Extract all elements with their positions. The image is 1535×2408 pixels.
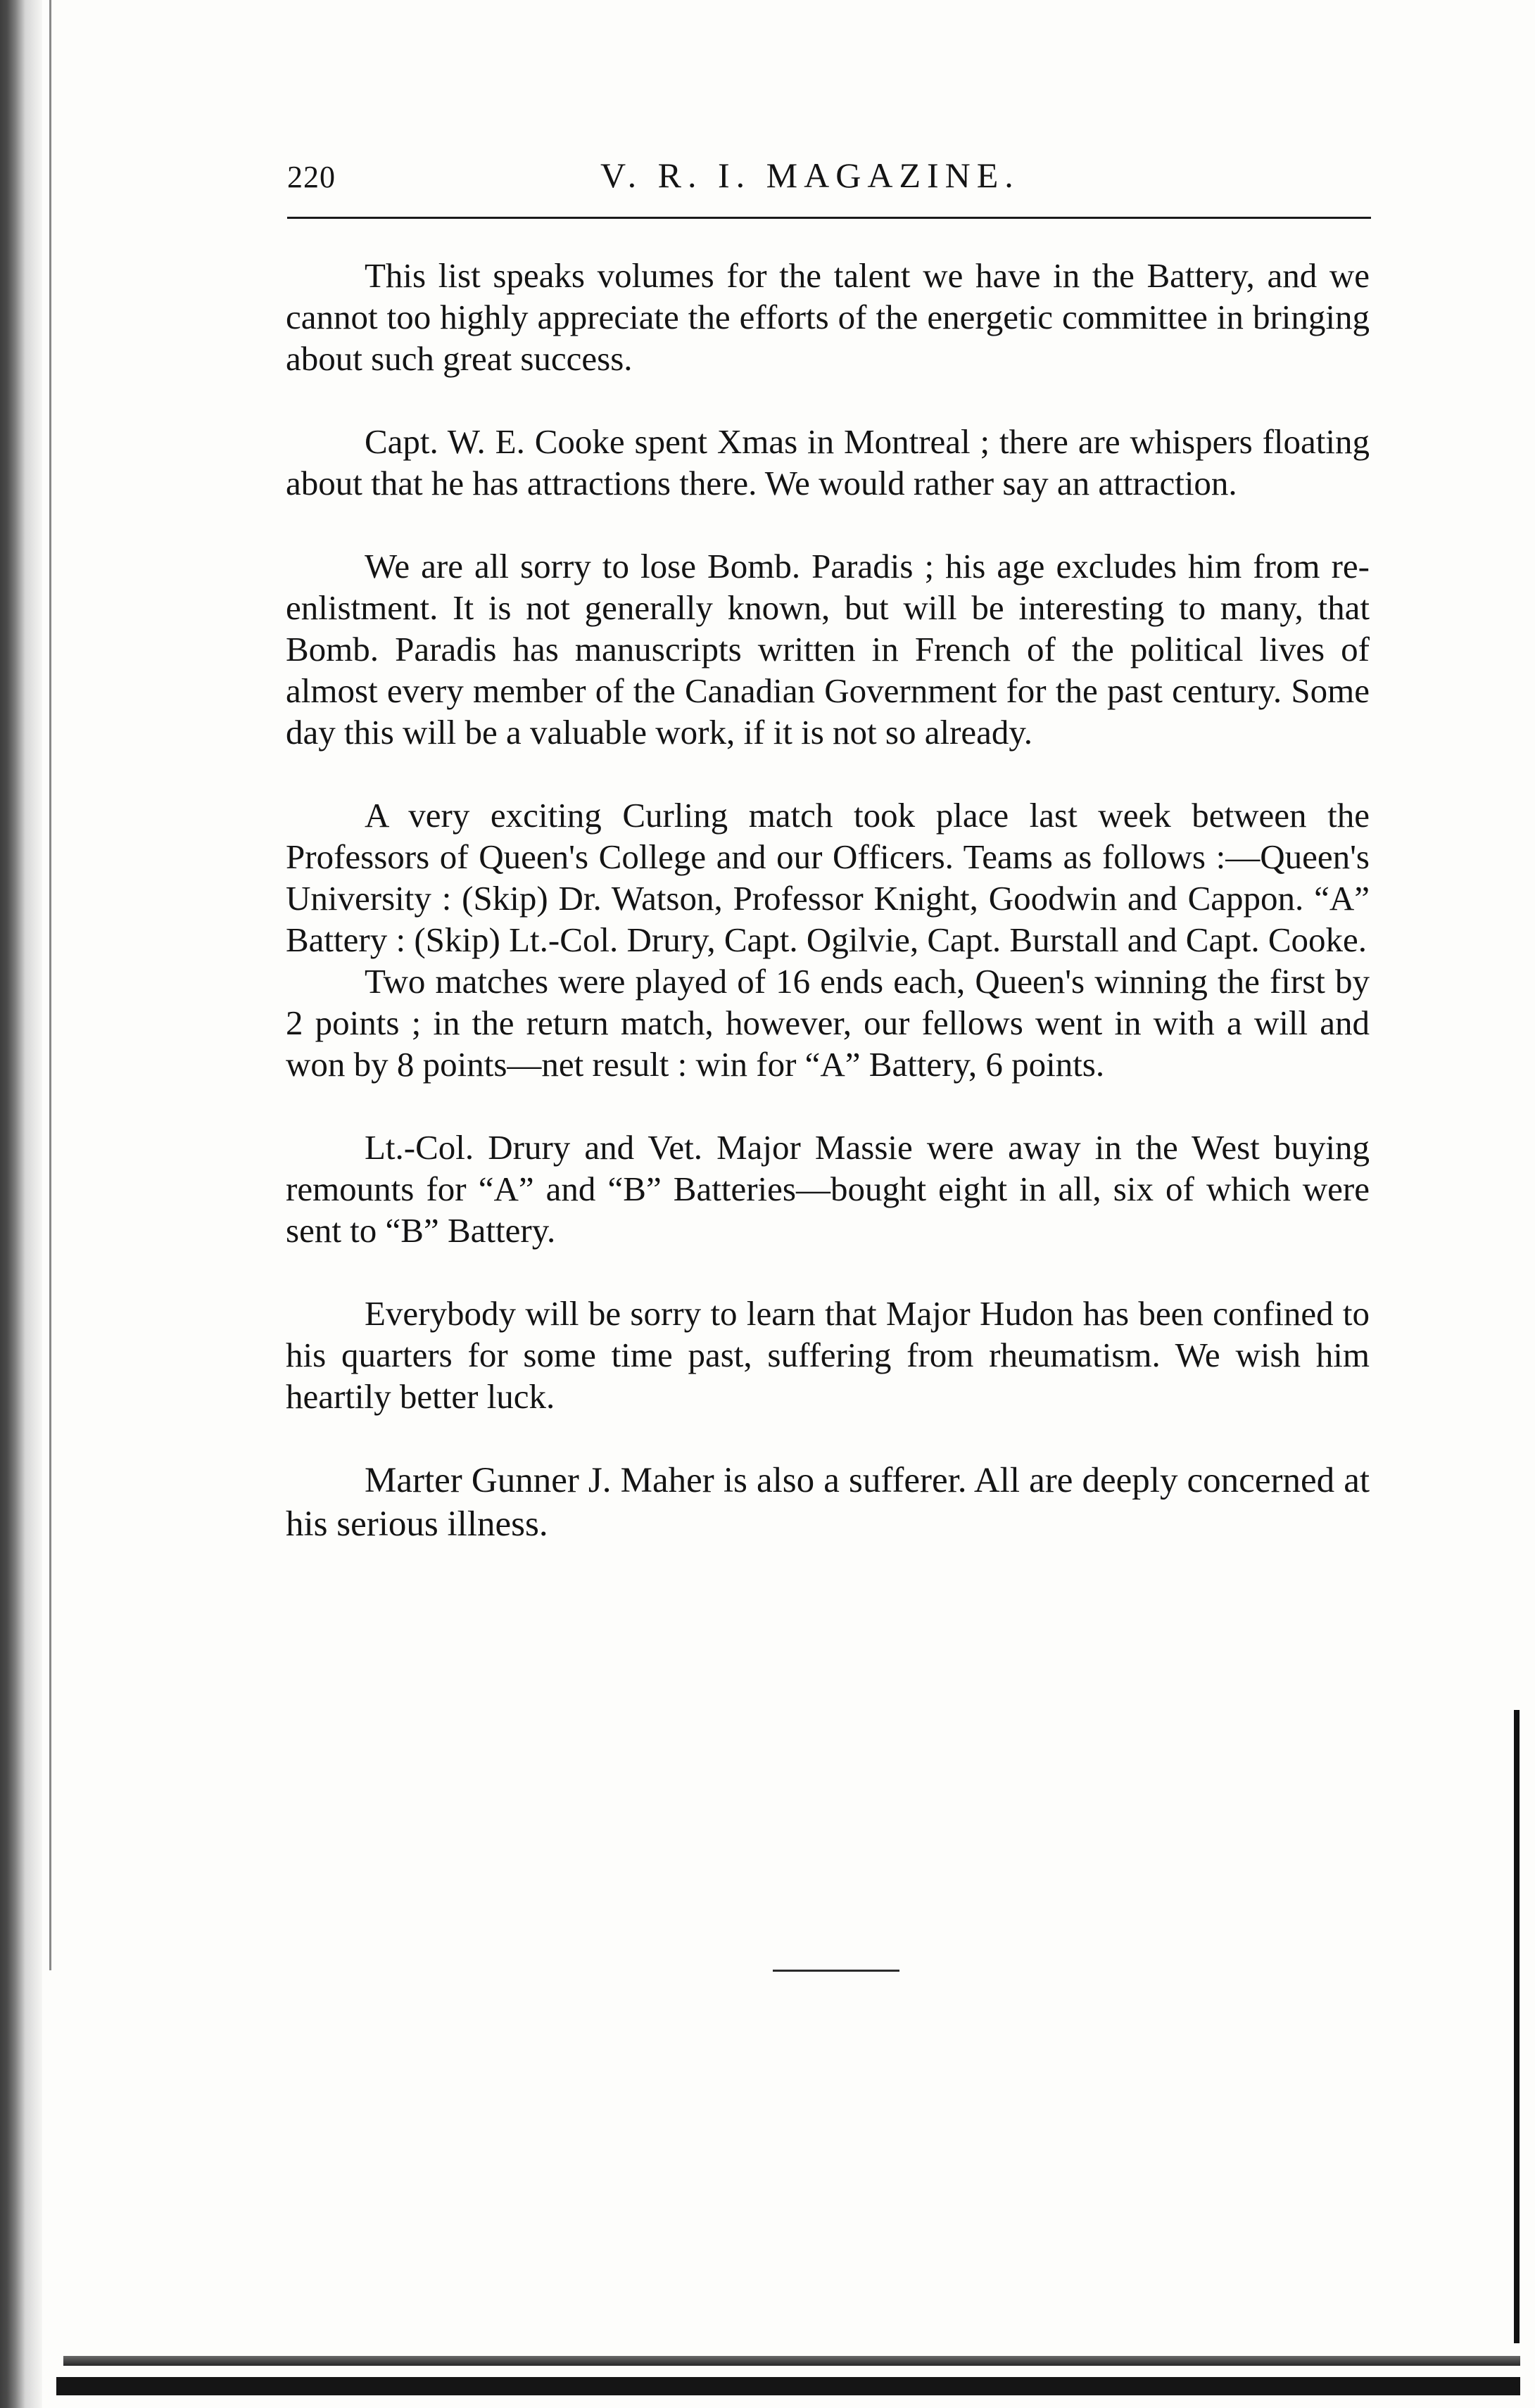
page-edge-right [1514,1710,1520,2343]
paragraph-paradis: We are all sorry to lose Bomb. Paradis ; his age excludes him from re-enlistment. It is not generally known, but will be interesting to many, that Bomb. Paradis has manuscripts written in French of the political lives of almost every member of the Canadian Government for the past century. Some day this will be a valuable work, if it is not so already. [286,547,1370,752]
paragraph-remounts: Lt.-Col. Drury and Vet. Major Massie were away in the West buying remounts for “A” and “B” Batteries—bought eight in all, six of which were sent to “B” Battery. [286,1128,1370,1250]
paragraph-matches: Two matches were played of 16 ends each, Queen's winning the first by 2 points ; in the return match, however, our fellows went in with a will and won by 8 points—net result : win for “A” Battery, 6 points. [286,962,1370,1084]
page-edge-bottom [63,2356,1520,2366]
header-rule [287,217,1371,219]
end-rule [773,1970,899,1972]
page-header [287,152,1371,201]
binding-line [49,0,51,1970]
paragraph-talent: This list speaks volumes for the talent we have in the Battery, and we cannot too highly appreciate the efforts of the energetic committee in bringing about such great success. [286,256,1370,378]
article-body [286,255,1370,1546]
paragraph-hudon: Everybody will be sorry to learn that Major Hudon has been confined to his quarters for some time past, suffering from rheumatism. We wish him heartily better luck. [286,1294,1370,1416]
page-number: 220 [287,160,336,194]
binding-shadow [0,0,42,2408]
paragraph-cooke: Capt. W. E. Cooke spent Xmas in Montreal ; there are whispers floating about that he has attractions there. We would rather say an attraction. [286,422,1370,502]
paragraph-maher: Marter Gunner J. Maher is also a sufferer. All are deeply concerned at his serious illness. [286,1461,1370,1544]
page-edge-bottom-dark [56,2377,1520,2395]
running-title: V. R. I. MAGAZINE. [600,156,1020,195]
paragraph-curling: A very exciting Curling match took place last week between the Professors of Queen's College and our Officers. Teams as follows :—Queen's University : (Skip) Dr. Watson, Professor Knight, Goodwin and Cappon. “A” Battery : (Skip) Lt.-Col. Drury, Capt. Ogilvie, Capt. Burstall and Capt. Cooke. [286,796,1370,959]
